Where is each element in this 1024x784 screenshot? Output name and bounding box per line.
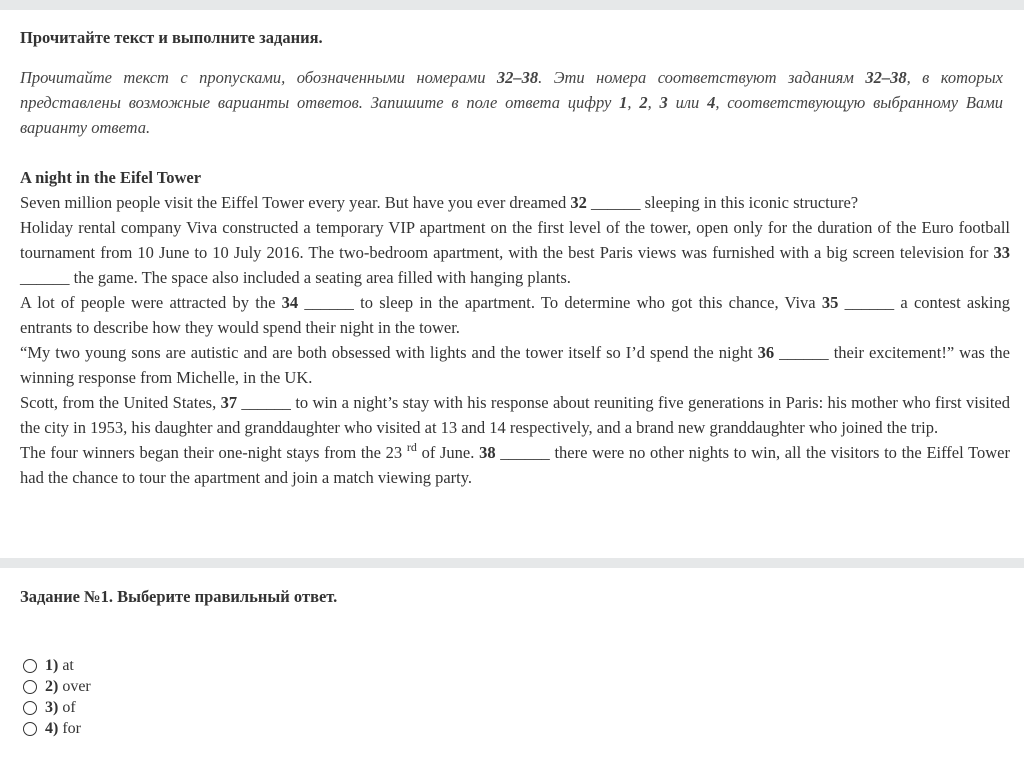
answer-options xyxy=(20,655,91,739)
instructions-text xyxy=(20,65,1003,140)
gap-number-35: 35 xyxy=(821,293,839,312)
instructions-digit3: 3 xyxy=(659,93,668,112)
instructions-part1: Прочитайте текст с пропусками, обозначенными номерами xyxy=(20,68,497,87)
p1-text-a: Seven million people visit the Eiffel Tower every year. But have you ever dreamed xyxy=(20,193,571,212)
p6-text-b: of June. xyxy=(416,443,480,462)
p4-text-b: their excitement!” was the winning response from Michelle, in the UK. xyxy=(20,343,1010,387)
gap-blank-35: ______ xyxy=(838,293,901,312)
gap-number-34: 34 xyxy=(281,293,299,312)
p5-text-b: to win a night’s stay with his response about reuniting five generations in Paris: his mother who first visited the city in 1953, his daughter and granddaughter who visited at 13 and 14 respectively, and a brand new granddaughter who joined the trip. xyxy=(20,393,1010,437)
p1-text-b: sleeping in this iconic structure? xyxy=(644,193,859,212)
gap-number-32: 32 xyxy=(570,193,587,212)
instructions-sep3: или xyxy=(667,93,708,112)
option-number: 4) xyxy=(45,719,59,737)
option-text: at xyxy=(62,656,74,674)
option-text: of xyxy=(62,698,76,716)
gap-number-38: 38 xyxy=(479,443,496,462)
option-text: over xyxy=(62,677,91,695)
radio-button-icon[interactable] xyxy=(23,722,37,736)
gap-blank-36: ______ xyxy=(774,343,834,362)
top-divider-bar xyxy=(0,0,1024,10)
p3-text-b: to sleep in the apartment. To determine who got this chance, Viva xyxy=(360,293,822,312)
p6-text-a: The four winners began their one-night stays from the 23 xyxy=(20,443,407,462)
answer-option-2[interactable] xyxy=(20,676,91,697)
radio-button-icon[interactable] xyxy=(23,701,37,715)
gap-blank-33: ______ xyxy=(20,268,74,287)
option-number: 3) xyxy=(45,698,59,716)
gap-blank-34: ______ xyxy=(298,293,361,312)
passage-paragraph-3 xyxy=(20,290,1010,340)
p6-superscript: rd xyxy=(406,440,417,454)
gap-number-36: 36 xyxy=(757,343,775,362)
p2-text-a: Holiday rental company Viva constructed a temporary VIP apartment on the first level of the tower, open only for the duration of the Euro football tournament from 10 June to 10 July 2016. The two-bedroom apartment, with the best Paris views was furnished with a big screen television for xyxy=(20,218,1010,262)
answer-option-1[interactable] xyxy=(20,655,91,676)
p2-text-b: the game. The space also included a seating area filled with hanging plants. xyxy=(73,268,571,287)
task-title: Задание №1. Выберите правильный ответ. xyxy=(20,587,338,606)
option-number: 1) xyxy=(45,656,59,674)
answer-option-3[interactable] xyxy=(20,697,91,718)
radio-button-icon[interactable] xyxy=(23,680,37,694)
p3-text-c: a contest asking entrants to describe how they would spend their night in the tower. xyxy=(20,293,1011,337)
gap-number-33: 33 xyxy=(993,243,1010,262)
p3-text-a: A lot of people were attracted by the xyxy=(20,293,282,312)
option-text: for xyxy=(62,719,81,737)
instructions-range1: 32–38 xyxy=(496,68,539,87)
passage-paragraph-6 xyxy=(20,440,1010,490)
passage-paragraph-1 xyxy=(20,190,1010,215)
reading-passage xyxy=(20,165,1010,490)
instructions-sep2: , xyxy=(647,93,660,112)
gap-blank-38: ______ xyxy=(495,443,555,462)
instructions-range2: 32–38 xyxy=(865,68,907,87)
answer-option-4[interactable] xyxy=(20,718,91,739)
section-divider-bar xyxy=(0,558,1024,568)
instructions-digit2: 2 xyxy=(639,93,648,112)
instructions-part2: . Эти номера соответствуют заданиям xyxy=(538,68,866,87)
passage-paragraph-5 xyxy=(20,390,1010,440)
instructions-sep1: , xyxy=(627,93,640,112)
gap-blank-37: ______ xyxy=(237,393,296,412)
p4-text-a: “My two young sons are autistic and are both obsessed with lights and the tower itself so I’d spend the night xyxy=(20,343,758,362)
option-number: 2) xyxy=(45,677,59,695)
instructions-digit4: 4 xyxy=(707,93,716,112)
p6-text-c: there were no other nights to win, all the visitors to the Eiffel Tower had the chance to tour the apartment and join a match viewing party. xyxy=(20,443,1011,487)
passage-paragraph-4 xyxy=(20,340,1010,390)
radio-button-icon[interactable] xyxy=(23,659,37,673)
passage-paragraph-2 xyxy=(20,215,1010,290)
instructions-part4: , соответствующую выбранному Вами варианту ответа. xyxy=(20,93,1004,137)
passage-title: A night in the Eifel Tower xyxy=(20,168,202,187)
page-heading: Прочитайте текст и выполните задания. xyxy=(20,28,323,47)
p5-text-a: Scott, from the United States, xyxy=(20,393,221,412)
gap-number-37: 37 xyxy=(220,393,238,412)
instructions-digit1: 1 xyxy=(619,93,628,112)
gap-blank-32: ______ xyxy=(586,193,645,212)
instructions-part3: , в которых представлены возможные варианты ответов. Запишите в поле ответа цифру xyxy=(20,68,1004,112)
